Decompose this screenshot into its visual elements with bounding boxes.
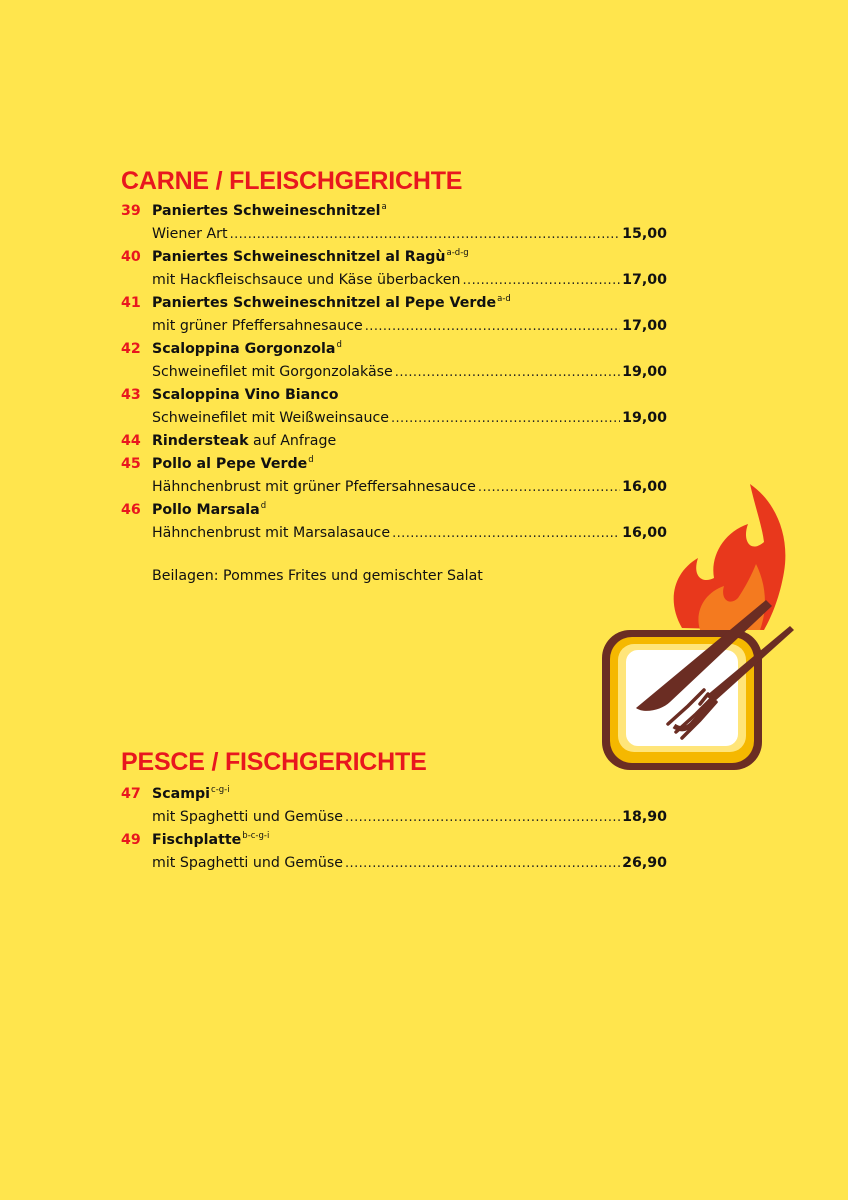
menu-item-41 bbox=[121, 292, 667, 315]
item-number: 49 bbox=[121, 832, 141, 848]
dot-leader bbox=[392, 522, 620, 545]
item-name: Pollo al Pepe Verde$^d$ bbox=[152, 455, 314, 472]
item-description: mit grüner Pfeffersahnesauce bbox=[152, 318, 363, 334]
item-name: Rindersteak auf Anfrage bbox=[152, 433, 337, 449]
item-number: 47 bbox=[121, 786, 141, 802]
item-description: Schweinefilet mit Weißweinsauce bbox=[152, 410, 389, 426]
item-name: Scaloppina Gorgonzola$^d$ bbox=[152, 340, 342, 357]
item-description: Wiener Art bbox=[152, 226, 228, 242]
item-price: 19,00 bbox=[622, 410, 667, 426]
menu-item-40-detail bbox=[121, 269, 667, 292]
item-description: Hähnchenbrust mit Marsalasauce bbox=[152, 525, 391, 541]
dot-leader bbox=[345, 806, 620, 829]
allergen-codes: a-d bbox=[497, 294, 511, 304]
menu-item-49 bbox=[121, 829, 667, 852]
allergen-codes: d bbox=[336, 340, 342, 350]
item-name: Scampi$^{c-g-i}$ bbox=[152, 785, 230, 802]
dot-leader bbox=[463, 269, 621, 292]
item-price: 18,90 bbox=[622, 809, 667, 825]
item-number: 44 bbox=[121, 433, 141, 449]
carne-menu bbox=[121, 200, 667, 545]
menu-item-40 bbox=[121, 246, 667, 269]
dot-leader bbox=[365, 315, 620, 338]
item-description: Hähnchenbrust mit grüner Pfeffersahnesauce bbox=[152, 479, 476, 495]
item-number: 45 bbox=[121, 456, 141, 472]
item-price: 19,00 bbox=[622, 364, 667, 380]
menu-item-39-detail bbox=[121, 223, 667, 246]
item-number: 41 bbox=[121, 295, 141, 311]
menu-item-42-detail bbox=[121, 361, 667, 384]
allergen-codes: b-c-g-i bbox=[242, 831, 270, 841]
allergen-codes: a bbox=[381, 202, 387, 212]
menu-item-42 bbox=[121, 338, 667, 361]
item-price: 17,00 bbox=[622, 272, 667, 288]
item-name: Pollo Marsala$^d$ bbox=[152, 501, 267, 518]
item-description: mit Spaghetti und Gemüse bbox=[152, 855, 343, 871]
allergen-codes: d bbox=[260, 501, 267, 511]
item-price: 15,00 bbox=[622, 226, 667, 242]
menu-item-39 bbox=[121, 200, 667, 223]
item-number: 40 bbox=[121, 249, 141, 265]
section-title-pesce: PESCE / FISCHGERICHTE bbox=[121, 748, 427, 776]
item-number: 46 bbox=[121, 502, 141, 518]
dot-leader bbox=[345, 852, 620, 875]
item-number: 43 bbox=[121, 387, 141, 403]
allergen-codes: c-g-i bbox=[211, 785, 230, 795]
item-name: Fischplatte$^{b-c-g-i}$ bbox=[152, 831, 270, 848]
side-dishes-note: Beilagen: Pommes Frites und gemischter Salat bbox=[152, 568, 483, 584]
item-name: Paniertes Schweineschnitzel al Pepe Verde$^{a-d}$ bbox=[152, 294, 511, 311]
menu-item-43-detail bbox=[121, 407, 667, 430]
menu-item-43 bbox=[121, 384, 667, 407]
menu-item-47 bbox=[121, 783, 667, 806]
dot-leader bbox=[395, 361, 620, 384]
item-price: 16,00 bbox=[622, 479, 667, 495]
allergen-codes: d bbox=[308, 455, 314, 465]
allergen-codes: a-d-g bbox=[446, 248, 469, 258]
dot-leader bbox=[391, 407, 620, 430]
dot-leader bbox=[230, 223, 621, 246]
item-price: 16,00 bbox=[622, 525, 667, 541]
menu-item-41-detail bbox=[121, 315, 667, 338]
pesce-menu bbox=[121, 783, 667, 875]
item-price: 17,00 bbox=[622, 318, 667, 334]
menu-item-45 bbox=[121, 453, 667, 476]
flame-cutlery-icon bbox=[596, 480, 796, 780]
item-name: Scaloppina Vino Bianco bbox=[152, 387, 339, 403]
menu-item-46 bbox=[121, 499, 667, 522]
item-name: Paniertes Schweineschnitzel$^a$ bbox=[152, 202, 387, 219]
item-description: Schweinefilet mit Gorgonzolakäse bbox=[152, 364, 393, 380]
item-note: auf Anfrage bbox=[248, 433, 337, 449]
item-description: mit Hackfleischsauce und Käse überbacken bbox=[152, 272, 461, 288]
menu-item-47-detail bbox=[121, 806, 667, 829]
item-description: mit Spaghetti und Gemüse bbox=[152, 809, 343, 825]
menu-item-45-detail bbox=[121, 476, 667, 499]
item-number: 39 bbox=[121, 203, 141, 219]
menu-item-49-detail bbox=[121, 852, 667, 875]
item-number: 42 bbox=[121, 341, 141, 357]
item-price: 26,90 bbox=[622, 855, 667, 871]
item-name: Paniertes Schweineschnitzel al Ragù$^{a-d-g}$ bbox=[152, 248, 469, 265]
menu-item-46-detail bbox=[121, 522, 667, 545]
menu-item-44 bbox=[121, 430, 667, 453]
section-title-carne: CARNE / FLEISCHGERICHTE bbox=[121, 167, 463, 195]
